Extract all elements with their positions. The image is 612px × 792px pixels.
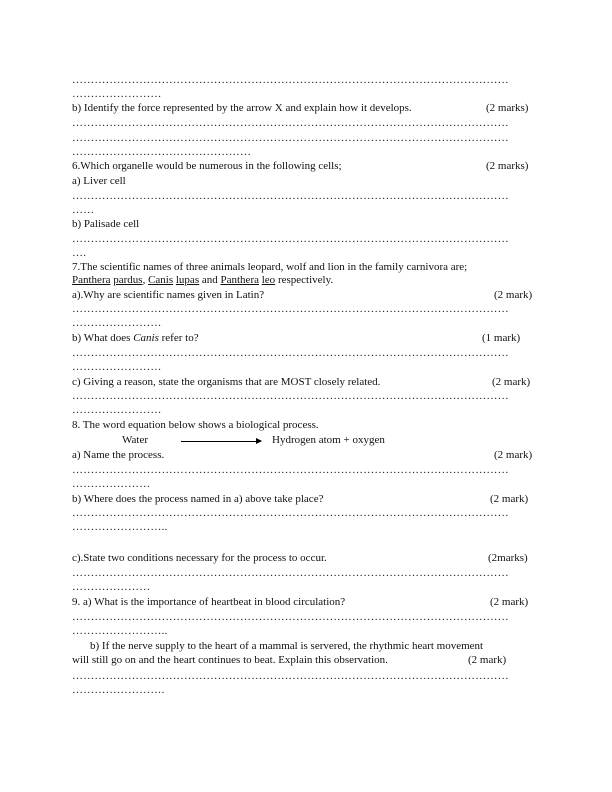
- answer-line: ………………………………………………………………………………………………………: [72, 390, 509, 402]
- q8a-marks: (2 mark): [494, 449, 533, 461]
- q9a-marks: (2 mark): [490, 596, 529, 608]
- q9a-text: 9. a) What is the importance of heartbeat in blood circulation?: [72, 596, 346, 608]
- equation-products: Hydrogen atom + oxygen: [272, 434, 385, 446]
- species-leo: leo: [261, 274, 276, 286]
- q7b-text: [72, 332, 199, 345]
- q6-stem: 6.Which organelle would be numerous in the following cells;: [72, 160, 342, 172]
- answer-line: ………………………………………………………………………………………………………: [72, 117, 509, 129]
- separator: and: [199, 274, 221, 286]
- species-pardus: pardus: [113, 274, 143, 286]
- answer-line-short: …………………: [72, 478, 151, 490]
- answer-line-short: ……………………..: [72, 625, 168, 637]
- q8c-marks: (2marks): [488, 552, 528, 564]
- answer-line: ………………………………………………………………………………………………………: [72, 74, 509, 86]
- q6-marks: (2 marks): [486, 160, 529, 172]
- q6a-text: a) Liver cell: [72, 175, 126, 187]
- answer-line: ………………………………………………………………………………………………………: [72, 303, 509, 315]
- names-tail: respectively.: [275, 274, 334, 286]
- answer-line-short: ……………………: [72, 404, 162, 416]
- q7b-pre: b) What does: [72, 332, 134, 344]
- genus-panthera: Panthera: [220, 274, 259, 286]
- answer-line-short: ……………………..: [72, 521, 168, 533]
- q6b-text: b) Palisade cell: [72, 218, 140, 230]
- q8a-text: a) Name the process.: [72, 449, 165, 461]
- answer-line-short: ….: [72, 247, 87, 259]
- genus-canis: Canis: [148, 274, 174, 286]
- answer-line-short: …………………….: [72, 684, 165, 696]
- q9b-text-line1: b) If the nerve supply to the heart of a mammal is servered, the rhythmic heart movement: [90, 640, 484, 652]
- q7-scientific-names: [72, 274, 333, 287]
- q5b-marks: (2 marks): [486, 102, 529, 114]
- answer-line-short: ……………………: [72, 361, 162, 373]
- answer-line: ………………………………………………………………………………………………………: [72, 464, 509, 476]
- q7b-post: refer to?: [158, 332, 199, 344]
- answer-line: ………………………………………………………………………………………………………: [72, 132, 509, 144]
- answer-line-short: ……: [72, 204, 95, 216]
- q5b-text: b) Identify the force represented by the arrow X and explain how it develops.: [72, 102, 412, 114]
- q8b-text: b) Where does the process named in a) above take place?: [72, 493, 324, 505]
- separator: ,: [142, 274, 149, 286]
- species-lupas: lupas: [175, 274, 200, 286]
- answer-line: ………………………………………………………………………………………………………: [72, 233, 509, 245]
- answer-line-short: …………………………………………: [72, 146, 252, 158]
- q7-stem: 7.The scientific names of three animals leopard, wolf and lion in the family carnivora are;: [72, 261, 468, 273]
- answer-line: ………………………………………………………………………………………………………: [72, 567, 509, 579]
- answer-line: ………………………………………………………………………………………………………: [72, 347, 509, 359]
- q8b-marks: (2 mark): [490, 493, 529, 505]
- genus-panthera: Panthera: [72, 274, 111, 286]
- q7a-marks: (2 mark): [494, 289, 533, 301]
- q9b-marks: (2 mark): [468, 654, 507, 666]
- answer-line-short: …………………: [72, 581, 151, 593]
- q7c-text: c) Giving a reason, state the organisms that are MOST closely related.: [72, 376, 381, 388]
- q7b-italic: Canis: [133, 332, 159, 344]
- q7b-marks: (1 mark): [482, 332, 521, 344]
- equation-reactant: Water: [122, 434, 148, 446]
- q7c-marks: (2 mark): [492, 376, 531, 388]
- answer-line: ………………………………………………………………………………………………………: [72, 507, 509, 519]
- answer-line: ………………………………………………………………………………………………………: [72, 190, 509, 202]
- answer-line: ………………………………………………………………………………………………………: [72, 611, 509, 623]
- q7a-text: a).Why are scientific names given in Latin?: [72, 289, 265, 301]
- answer-line: ………………………………………………………………………………………………………: [72, 670, 509, 682]
- equation-arrow: [181, 441, 261, 442]
- q8c-text: c).State two conditions necessary for the process to occur.: [72, 552, 327, 564]
- answer-line-short: ……………………: [72, 317, 162, 329]
- q9b-text-line2: will still go on and the heart continues to beat. Explain this observation.: [72, 654, 388, 666]
- q8-stem: 8. The word equation below shows a biological process.: [72, 419, 319, 431]
- answer-line-short: ……………………: [72, 88, 162, 100]
